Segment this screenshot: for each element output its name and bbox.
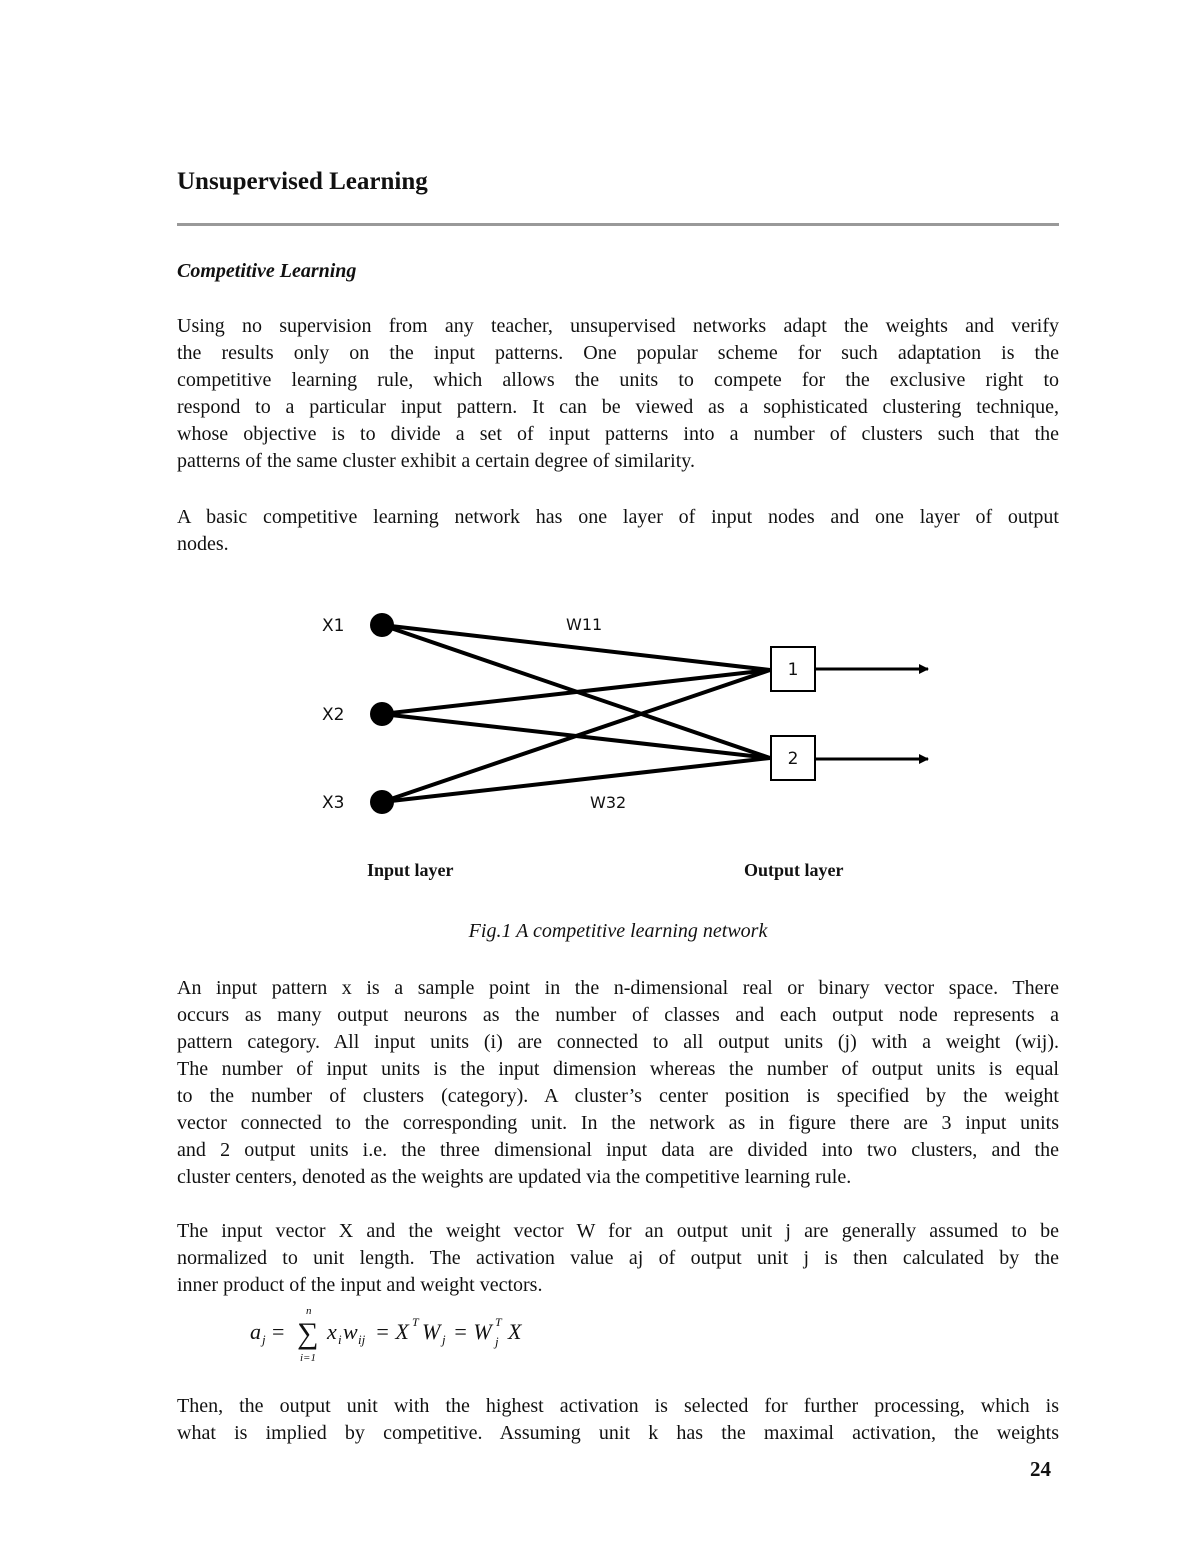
text-line: Using no supervision from any teacher, unsupervised networks adapt the weights and verify (177, 315, 1059, 337)
input-label-x2: X2 (322, 705, 345, 725)
formula-rhs1-w-sub: j (442, 1332, 446, 1347)
formula-equals: = (272, 1319, 285, 1344)
text-line: The number of input units is the input dimension whereas the number of output units is equal (177, 1058, 1059, 1080)
summation-symbol: ∑ (297, 1317, 319, 1350)
page-number: 24 (1030, 1457, 1051, 1481)
text-line: vector connected to the corresponding unit. In the network as in figure there are 3 input units (177, 1112, 1059, 1134)
formula-rhs2: = W (453, 1319, 492, 1344)
text-line: Then, the output unit with the highest activation is selected for further processing, which is (177, 1395, 1059, 1417)
text-line: competitive learning rule, which allows the units to compete for the exclusive right to (177, 369, 1059, 391)
formula-sum-top: n (306, 1306, 312, 1317)
input-node-3 (370, 790, 394, 814)
text-line: pattern category. All input units (i) are connected to all output units (j) with a weight (wij). (177, 1031, 1059, 1053)
activation-formula (250, 1306, 550, 1370)
formula-weight-sub: ij (358, 1332, 366, 1347)
edge-x2-1 (382, 670, 770, 714)
output-label-1: 1 (787, 660, 799, 680)
formula-rhs2-sup: T (495, 1315, 502, 1329)
input-label-x3: X3 (322, 793, 345, 813)
text-line: respond to a particular input pattern. It can be viewed as a sophisticated clustering technique, (177, 396, 1059, 418)
formula-rhs2-sub: j (495, 1334, 499, 1349)
text-line: whose objective is to divide a set of input patterns into a number of clusters such that the (177, 423, 1059, 445)
output-layer-label: Output layer (744, 860, 844, 880)
formula-rhs1-sup: T (412, 1315, 419, 1329)
edge-x3-2 (382, 758, 770, 802)
text-line: inner product of the input and weight vectors. (177, 1274, 543, 1296)
text-line: cluster centers, denoted as the weights are updated via the competitive learning rule. (177, 1166, 852, 1188)
text-line: what is implied by competitive. Assuming unit k has the maximal activation, the weights (177, 1422, 1059, 1444)
formula-term: x (327, 1319, 337, 1344)
text-line: and 2 output units i.e. the three dimensional input data are divided into two clusters, and the (177, 1139, 1059, 1161)
section-title: Competitive Learning (177, 260, 357, 282)
formula-lhs: a (250, 1319, 261, 1344)
chapter-title: Unsupervised Learning (177, 168, 428, 195)
text-line: occurs as many output neurons as the number of classes and each output node represents a (177, 1004, 1059, 1026)
connection-lines (382, 625, 770, 802)
figure-caption: Fig.1 A competitive learning network (468, 920, 768, 942)
formula-rhs1-w: W (422, 1319, 441, 1344)
text-line: An input pattern x is a sample point in the n-dimensional real or binary vector space. There (177, 977, 1059, 999)
formula-term-sub: i (338, 1332, 342, 1347)
text-line: nodes. (177, 533, 229, 555)
text-line: A basic competitive learning network has one layer of input nodes and one layer of output (177, 506, 1059, 528)
text-line: normalized to unit length. The activation value aj of output unit j is then calculated by the (177, 1247, 1059, 1269)
input-node-1 (370, 613, 394, 637)
formula-rhs1: = X (375, 1319, 409, 1344)
formula-weight: w (343, 1319, 358, 1344)
paragraph-3 (177, 975, 1059, 1191)
paragraph-4 (177, 1218, 1059, 1299)
text-line: to the number of clusters (category). A cluster’s center position is specified by the weight (177, 1085, 1059, 1107)
formula-lhs-sub: j (262, 1332, 266, 1347)
input-node-2 (370, 702, 394, 726)
text-line: The input vector X and the weight vector W for an output unit j are generally assumed to be (177, 1220, 1059, 1242)
output-label-2: 2 (787, 749, 799, 769)
text-line: the results only on the input patterns. One popular scheme for such adaptation is the (177, 342, 1059, 364)
paragraph-5 (177, 1393, 1059, 1447)
formula-sum-bottom: i=1 (300, 1352, 316, 1364)
input-label-x1: X1 (322, 616, 345, 636)
input-layer-label: Input layer (367, 860, 454, 880)
text-line: patterns of the same cluster exhibit a certain degree of similarity. (177, 450, 695, 472)
weight-label-w32: W32 (590, 793, 627, 812)
weight-label-w11: W11 (566, 615, 603, 634)
formula-rhs2-x: X (508, 1319, 522, 1344)
